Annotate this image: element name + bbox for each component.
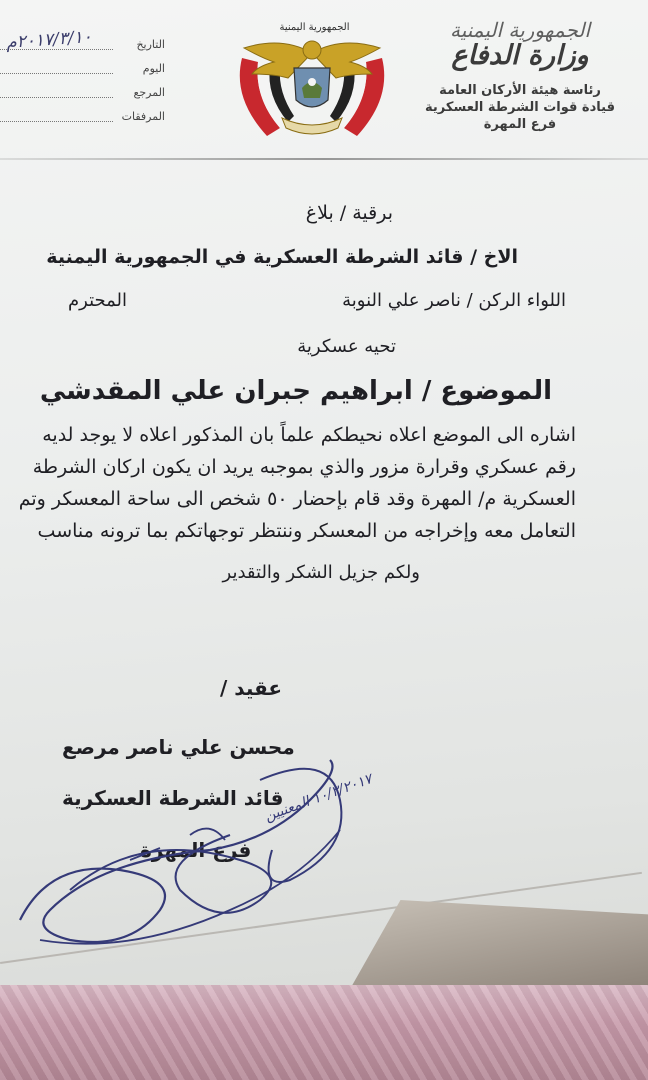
day-label: اليوم <box>142 62 165 75</box>
reference-label: المرجع <box>133 86 165 99</box>
fabric-background <box>0 985 648 1080</box>
body-line: اشاره الى الموضع اعلاه نحيطكم علماً بان المذكور اعلاه لا يوجد لديه <box>42 424 576 446</box>
emblem-banner: الجمهورية اليمنية <box>279 22 350 33</box>
body-line: التعامل معه وإخراجه من المعسكر وننتظر توجهاتكم بما ترونه مناسب <box>37 520 576 542</box>
attachments-row <box>0 110 175 134</box>
body-line: العسكرية م/ المهرة وقد قام بإحضار ٥٠ شخص الى ساحة المعسكر وتم <box>18 488 576 510</box>
branch-title: فرع المهرة <box>483 117 557 132</box>
ministry-title: وزارة الدفاع <box>451 40 589 71</box>
greeting: تحيه عسكرية <box>297 336 396 357</box>
handwritten-signature-icon <box>10 740 370 980</box>
republic-title: الجمهورية اليمنية <box>449 18 591 42</box>
meta-fields <box>0 27 175 134</box>
ministry-header <box>410 18 630 132</box>
signatory-rank: عقيد / <box>220 676 283 700</box>
signatory-branch: فرع المهرة <box>140 838 252 862</box>
attachments-dots <box>0 121 113 122</box>
letter-type: برقية / بلاغ <box>305 202 393 224</box>
header-divider <box>0 158 648 160</box>
date-label: التاريخ <box>136 38 165 51</box>
handwritten-note: ١٠/٣/٢٠١٧ المعنيين <box>262 771 375 825</box>
body-line: رقم عسكري وقرارة مزور والذي بموجبه يريد ان يكون اركان الشرطة <box>32 456 576 478</box>
presidency-title: رئاسة هيئة الأركان العامة <box>439 83 601 98</box>
day-row <box>0 62 175 86</box>
attachments-label: المرفقات <box>121 110 165 123</box>
letter-subject: الموضوع / ابراهيم جبران علي المقدشي <box>39 376 552 406</box>
reference-dots <box>0 97 113 98</box>
closing-line: ولكم جزيل الشكر والتقدير <box>222 562 420 583</box>
yemen-emblem-icon <box>222 18 402 153</box>
date-row <box>0 27 175 62</box>
letter-recipient: الاخ / قائد الشرطة العسكرية في الجمهورية اليمنية <box>46 246 518 268</box>
command-title: قيادة قوات الشرطة العسكرية <box>425 100 615 115</box>
day-dots <box>0 73 113 74</box>
honorific: المحترم <box>68 290 128 311</box>
date-value: ٢٠١٧/٣/١٠م <box>5 27 93 53</box>
reference-row <box>0 86 175 110</box>
signatory-title: قائد الشرطة العسكرية <box>62 786 284 810</box>
signatory-name: محسن علي ناصر مرصع <box>62 735 295 759</box>
recipient-rank-name: اللواء الركن / ناصر علي النوبة <box>342 290 566 311</box>
